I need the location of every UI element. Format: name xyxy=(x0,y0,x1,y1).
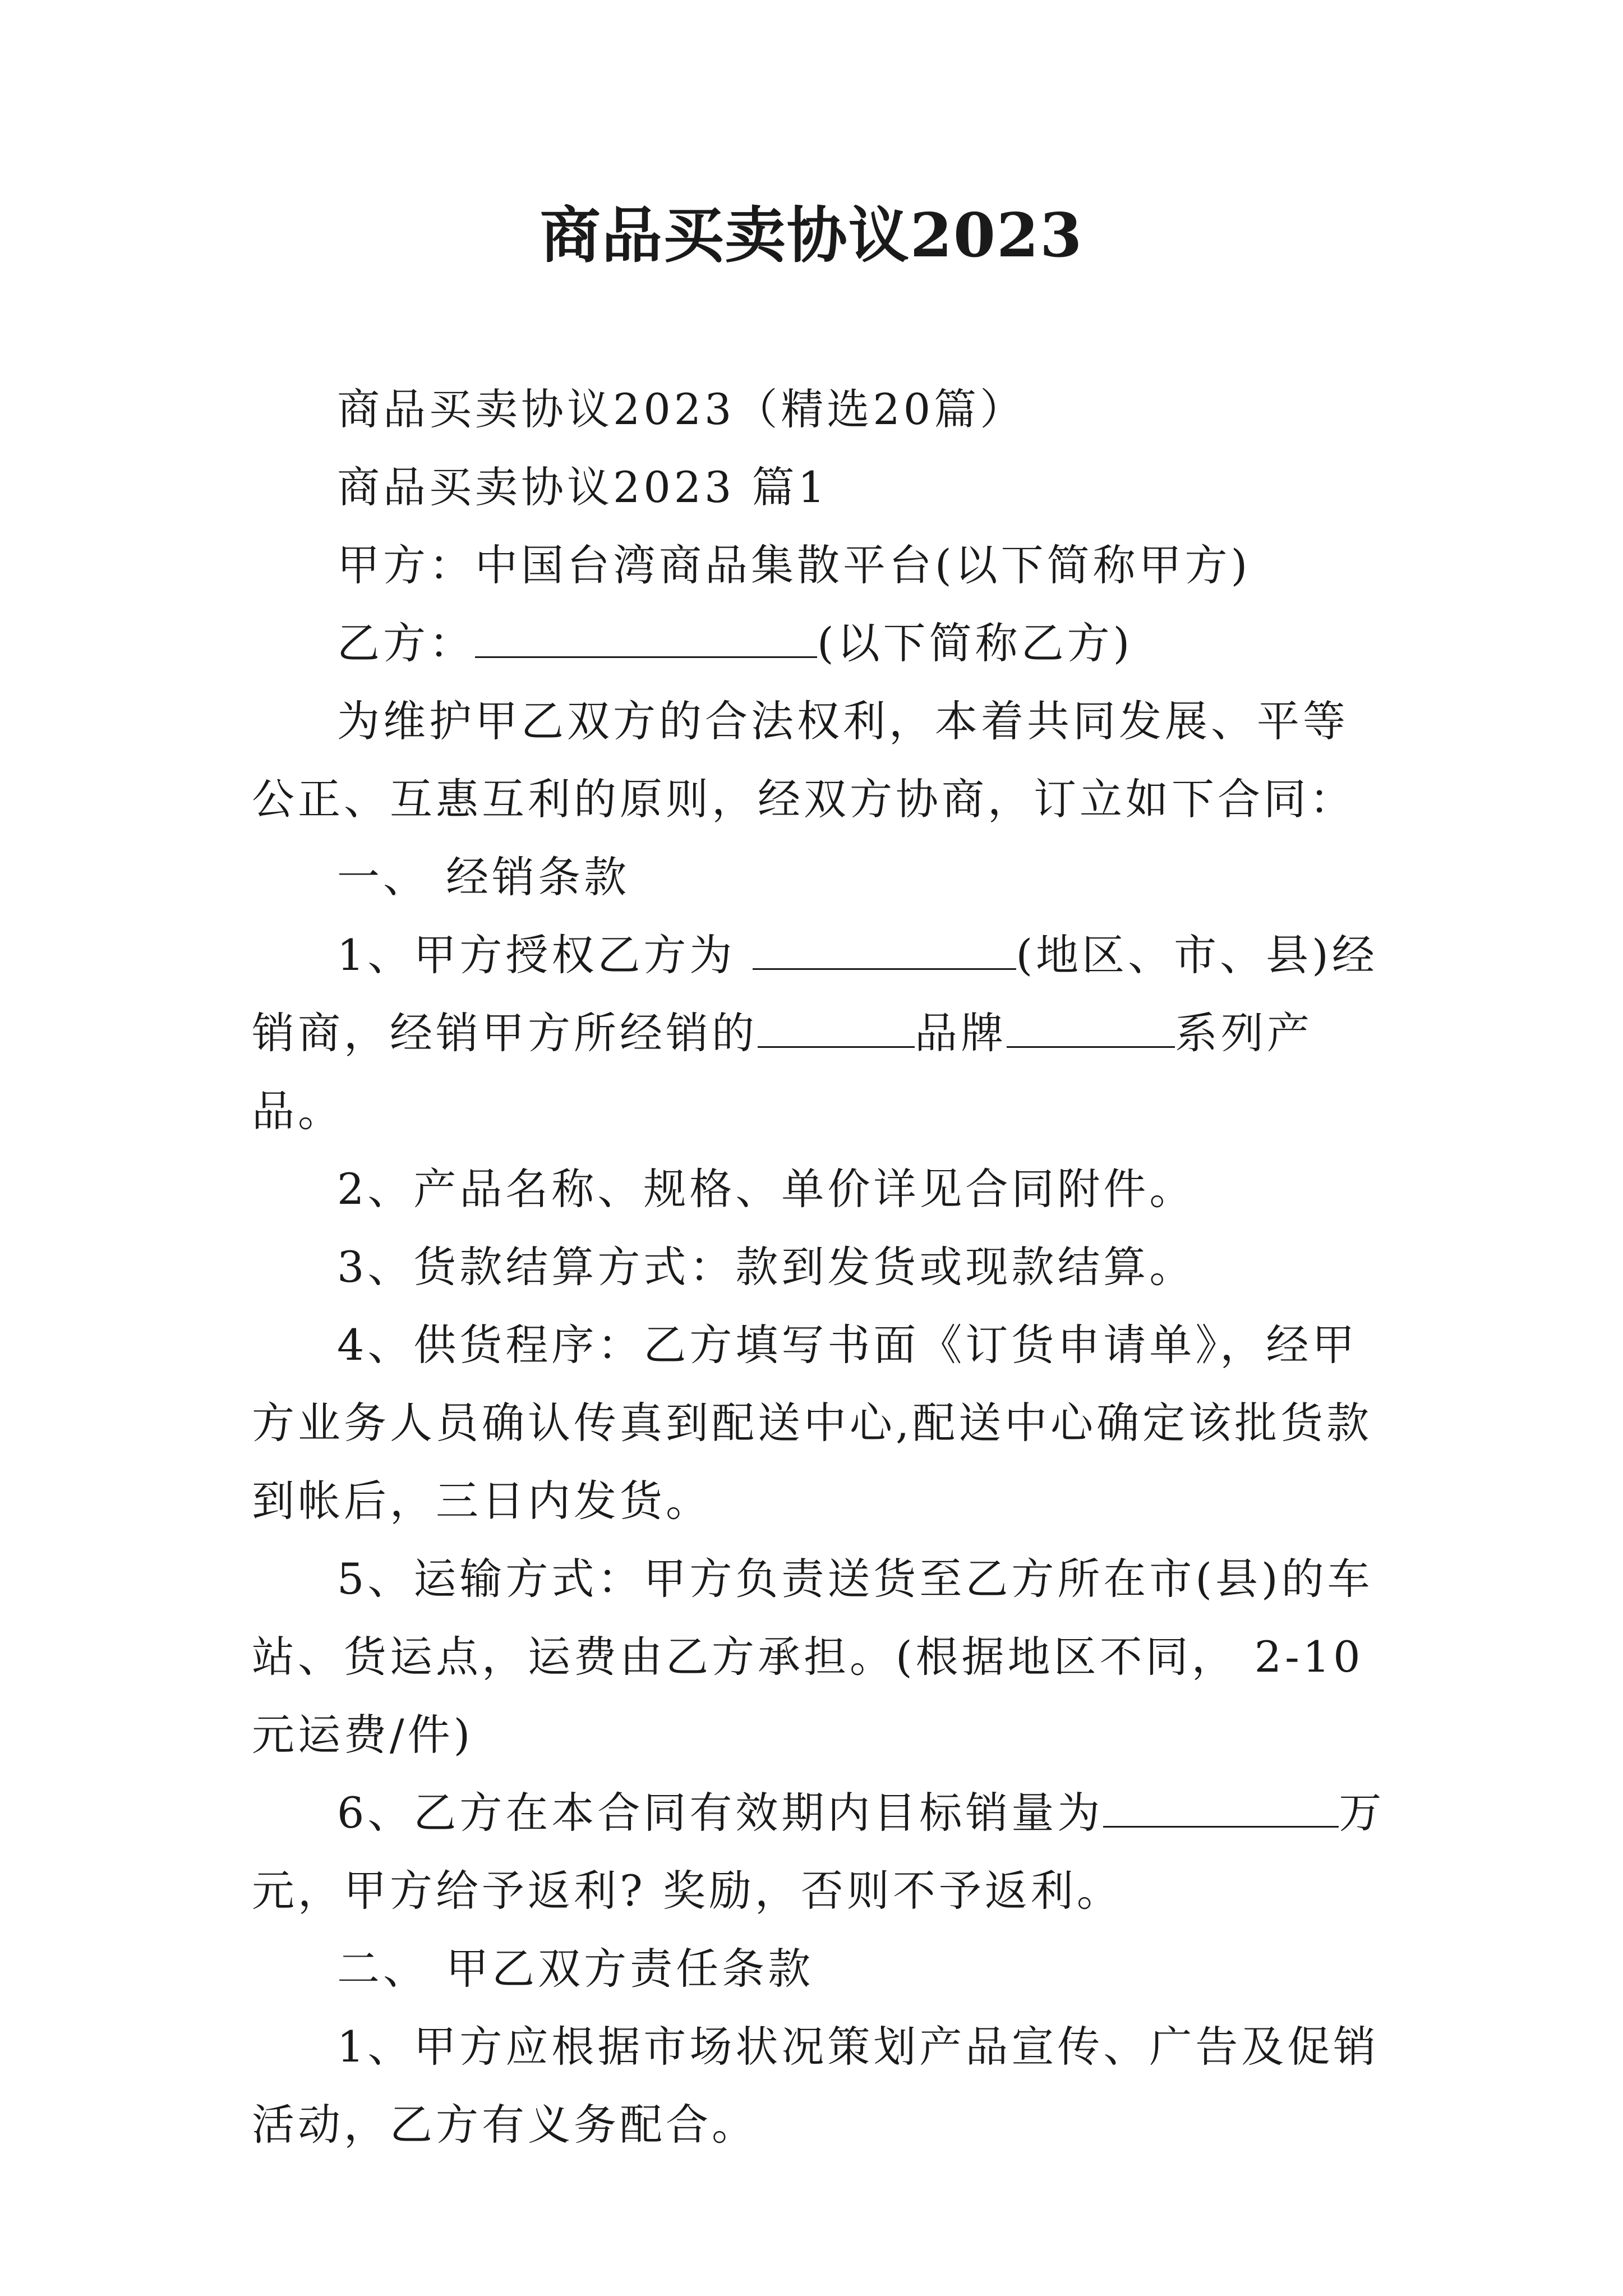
paragraph-clause-1-4: 4、供货程序：乙方填写书面《订货申请单》，经甲方业务人员确认传真到配送中心,配送中心确定该批货款到帐后，三日内发货。 xyxy=(252,1320,1373,1526)
region-blank-line xyxy=(753,935,1016,970)
paragraph-party-b xyxy=(252,604,1387,682)
series-blank-line xyxy=(1007,1013,1175,1048)
clause-1-1-text-c: 品牌 xyxy=(915,1008,1007,1058)
clause-1-1-text-b: (地区、市、县)经销商，经销甲方所经销的 xyxy=(252,930,1378,1058)
clause-1-6-text-b: 万元，甲方给予返利? 奖励，否则不予返利。 xyxy=(252,1788,1385,1916)
party-b-blank-line xyxy=(475,623,817,658)
paragraph-clause-1-6 xyxy=(252,1774,1387,1930)
document-title: 商品买卖协议2023 xyxy=(540,200,1083,271)
clause-1-1-text-d: 系列产品。 xyxy=(252,1008,1313,1136)
paragraph-clause-1-5: 5、运输方式：甲方负责送货至乙方所在市(县)的车站、货运点，运费由乙方承担。(根据地区不同， 2-10元运费/件) xyxy=(252,1554,1373,1760)
paragraph-clause-heading-1: 一、 经销条款 xyxy=(337,852,630,902)
paragraph-preamble: 为维护甲乙双方的合法权利，本着共同发展、平等公正、互惠互利的原则，经双方协商，订立如下合同： xyxy=(252,696,1355,824)
paragraph-subtitle: 商品买卖协议2023（精选20篇） xyxy=(337,384,1026,434)
document-body xyxy=(252,370,1387,2164)
paragraph-clause-1-3: 3、货款结算方式：款到发货或现款结算。 xyxy=(337,1242,1196,1292)
paragraph-clause-heading-2: 二、 甲乙双方责任条款 xyxy=(337,1944,814,1994)
paragraph-clause-2-1: 1、甲方应根据市场状况策划产品宣传、广告及促销活动，乙方有义务配合。 xyxy=(252,2022,1380,2150)
party-b-label: 乙方： xyxy=(337,618,475,668)
paragraph-section-heading: 商品买卖协议2023 篇1 xyxy=(337,462,828,512)
sales-target-blank-line xyxy=(1103,1792,1339,1828)
paragraph-clause-1-2: 2、产品名称、规格、单价详见合同附件。 xyxy=(337,1164,1196,1214)
paragraph-party-a: 甲方：中国台湾商品集散平台(以下简称甲方) xyxy=(337,540,1251,590)
paragraph-clause-1-1 xyxy=(252,916,1387,1150)
brand-blank-line xyxy=(758,1013,915,1048)
party-b-suffix: (以下简称乙方) xyxy=(817,618,1133,668)
clause-1-6-text-a: 6、乙方在本合同有效期内目标销量为 xyxy=(337,1788,1104,1838)
clause-1-1-text-a: 1、甲方授权乙方为 xyxy=(337,930,753,980)
